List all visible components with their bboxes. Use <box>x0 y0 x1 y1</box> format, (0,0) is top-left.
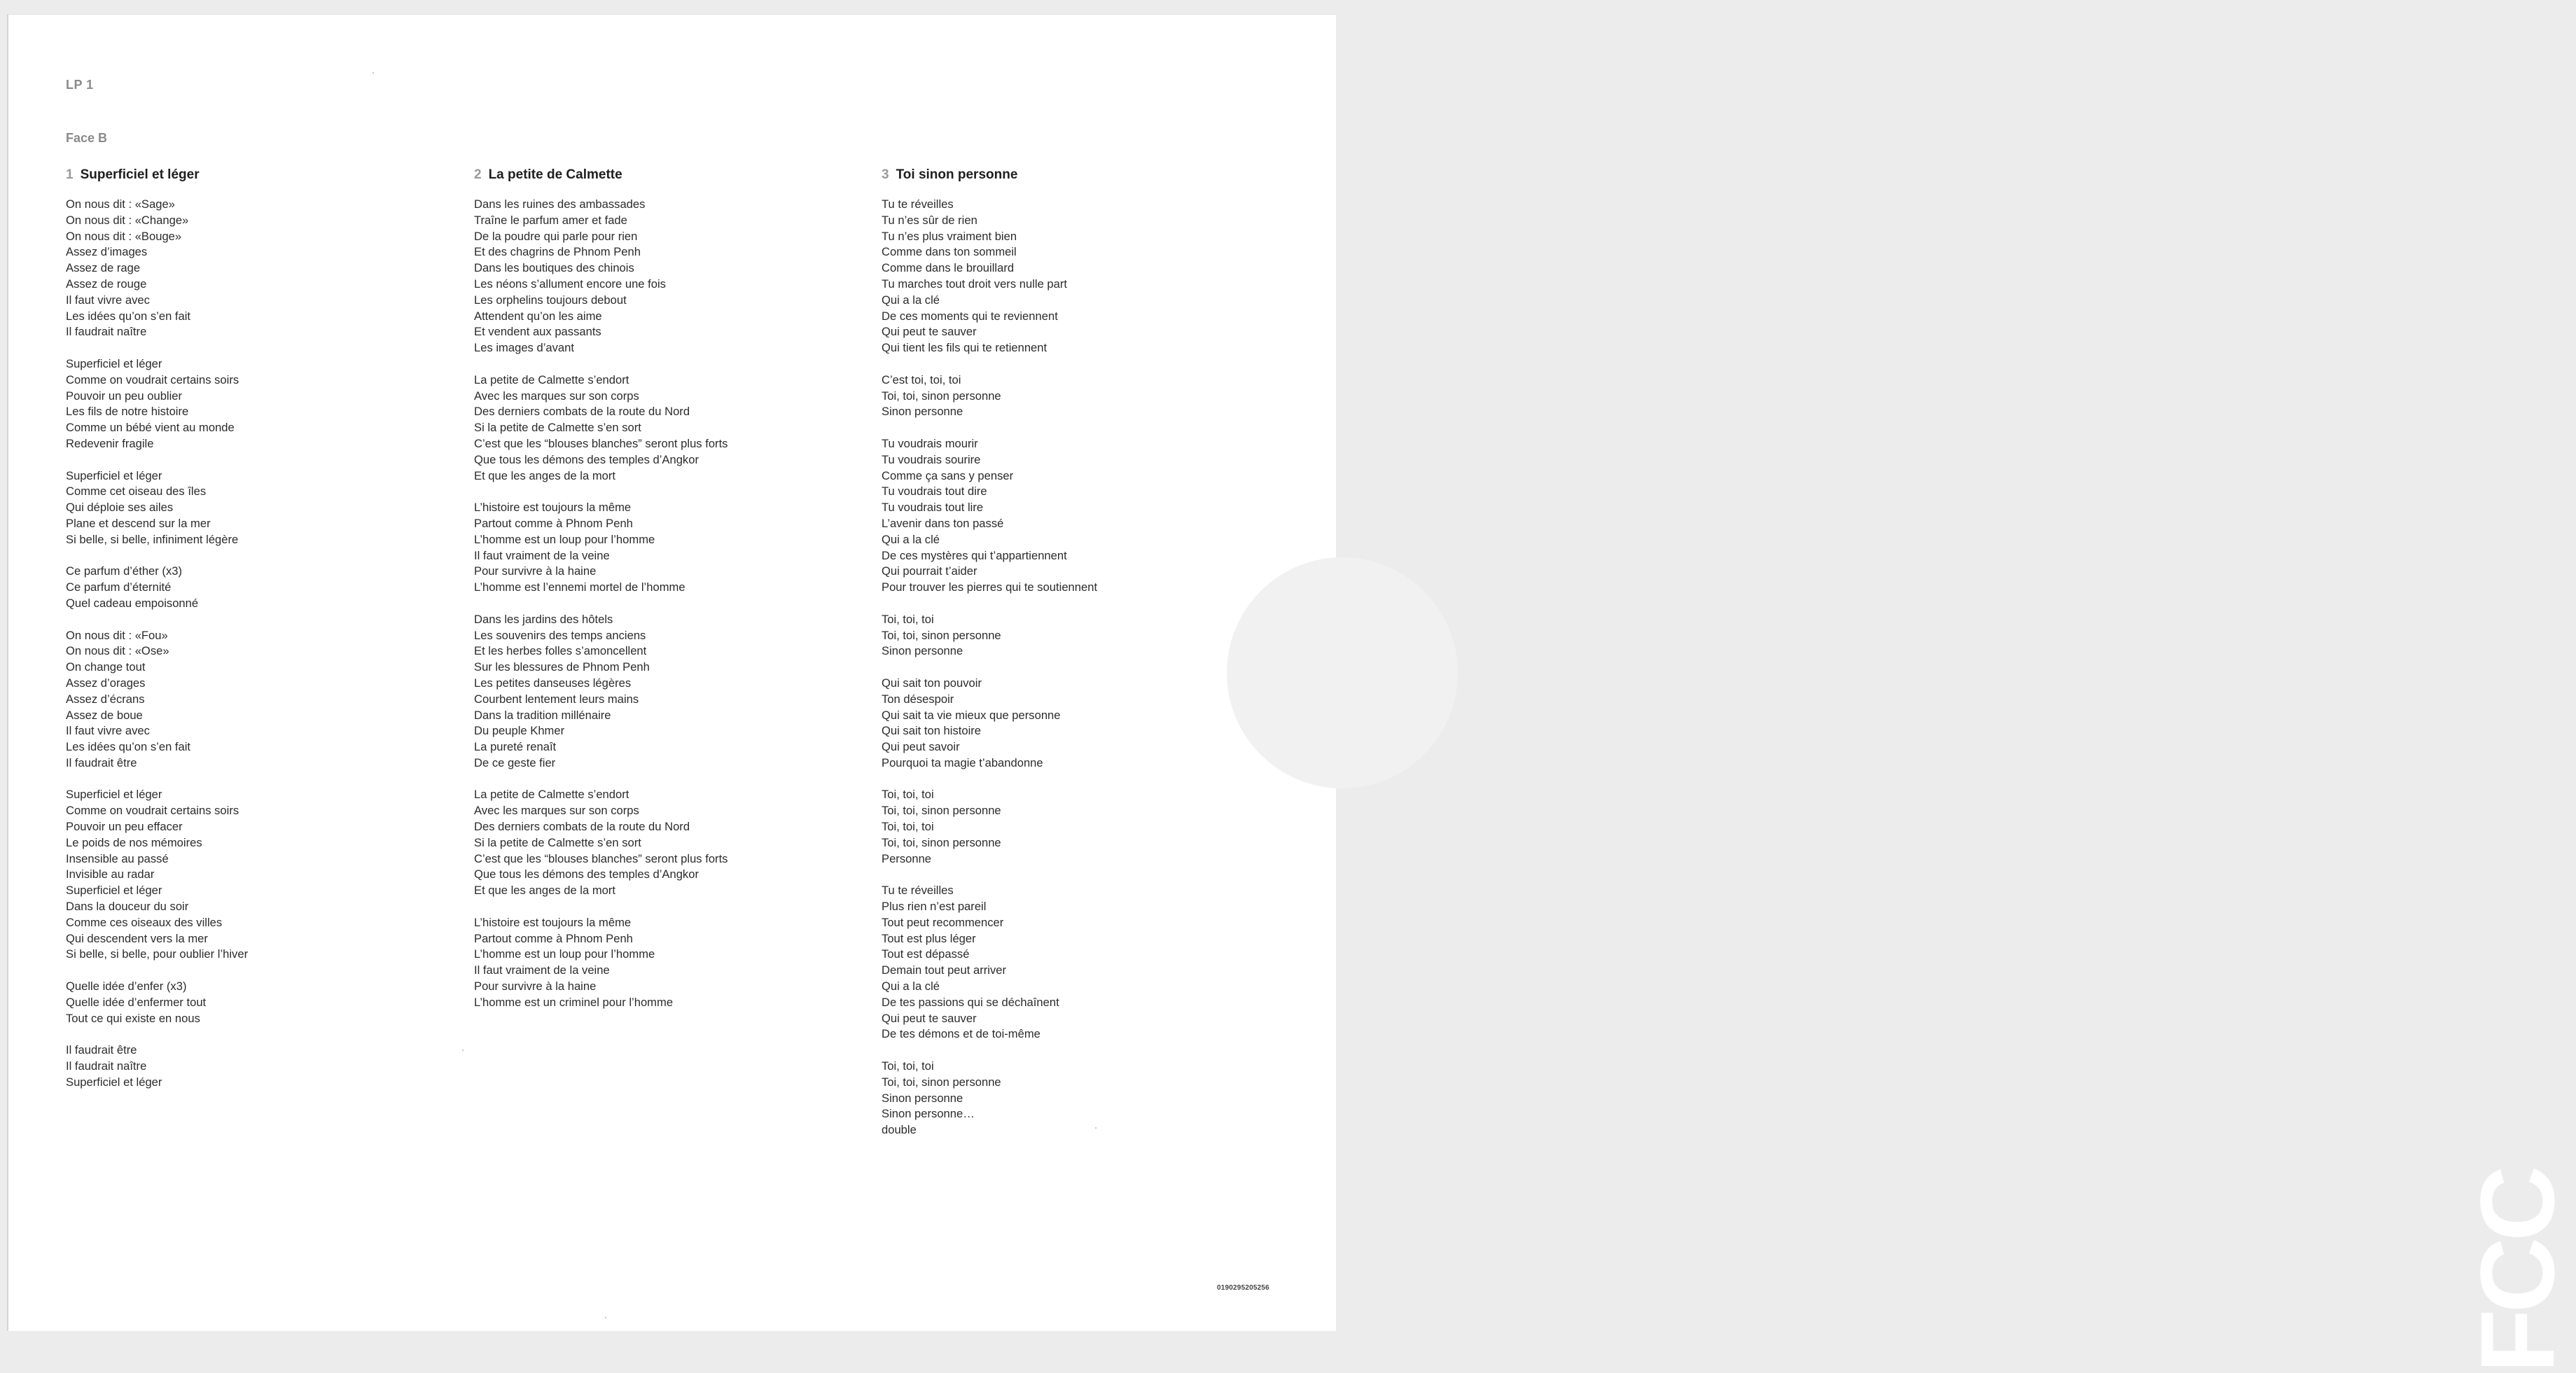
lyric-line: Sur les blessures de Phnom Penh <box>474 660 650 674</box>
lyric-line: Superficiel et léger <box>66 1075 162 1089</box>
lyric-line: Superficiel et léger <box>66 788 162 802</box>
lyric-line: La petite de Calmette s’endort <box>474 788 629 802</box>
lyric-line: Attendent qu’on les aime <box>474 309 602 323</box>
lyric-line: Dans la tradition millénaire <box>474 708 611 722</box>
lyric-line: Il faut vivre avec <box>66 293 150 307</box>
lyric-line: Comme ça sans y penser <box>882 468 1014 482</box>
lyrics-stanza <box>474 915 838 1011</box>
lyrics-stanza <box>882 197 1246 356</box>
lyric-line: Quelle idée d’enfermer tout <box>66 995 207 1009</box>
lyric-line: La petite de Calmette s’endort <box>474 372 629 386</box>
lyric-line: C’est que les “blouses blanches” seront plus forts <box>474 851 728 865</box>
lyrics-stanza <box>882 1059 1246 1138</box>
lyric-line: Pouvoir un peu oublier <box>66 389 183 403</box>
lyric-line: Le poids de nos mémoires <box>66 835 202 849</box>
lyric-line: Toi, toi, sinon personne <box>882 835 1001 849</box>
lyric-line: Toi, toi, sinon personne <box>882 804 1001 818</box>
lyric-line: Redevenir fragile <box>66 436 154 450</box>
lyric-line: On nous dit : «Change» <box>66 213 189 227</box>
lyric-line: Comme dans le brouillard <box>882 261 1015 275</box>
lyric-line: Si la petite de Calmette s’en sort <box>474 835 641 849</box>
lyric-line: De ces moments qui te reviennent <box>882 309 1058 323</box>
lyrics-stanza <box>66 197 430 340</box>
lyric-line: Partout comme à Phnom Penh <box>474 516 633 530</box>
lyrics-stanza <box>474 612 838 772</box>
lyric-line: Ton désespoir <box>882 692 954 706</box>
lyric-line: Et que les anges de la mort <box>474 468 616 482</box>
track-title: Superficiel et léger <box>80 167 200 182</box>
lyric-line: On nous dit : «Bouge» <box>66 229 182 243</box>
lyric-line: Dans les boutiques des chinois <box>474 261 634 275</box>
lyric-line: Comme cet oiseau des îles <box>66 485 207 499</box>
lyrics-stanza <box>474 372 838 485</box>
lyric-line: Personne <box>882 851 932 865</box>
lyric-line: Dans la douceur du soir <box>66 900 189 914</box>
lyric-line: Sinon personne <box>882 405 963 419</box>
lyric-line: Traîne le parfum amer et fade <box>474 213 627 227</box>
lyric-line: Il faudrait être <box>66 755 137 769</box>
lyric-line: Ce parfum d’éther (x3) <box>66 564 183 578</box>
lyric-line: Qui peut savoir <box>882 740 960 754</box>
lyric-line: Quel cadeau empoisonné <box>66 596 199 610</box>
track-number: 3 <box>882 167 889 182</box>
lyric-line: L’homme est l’ennemi mortel de l’homme <box>474 580 685 594</box>
lyric-line: Toi, toi, sinon personne <box>882 1075 1001 1089</box>
lyric-line: double <box>882 1123 917 1137</box>
lyric-line: Pourquoi ta magie t’abandonne <box>882 755 1043 769</box>
lyric-line: Comme on voudrait certains soirs <box>66 804 239 818</box>
song-column-1 <box>66 166 430 1106</box>
lyric-line: Insensible au passé <box>66 851 169 865</box>
lyrics-stanza <box>882 676 1246 772</box>
lyric-line: Tu voudrais tout lire <box>882 501 984 515</box>
lyric-line: Les idées qu’on s’en fait <box>66 740 191 754</box>
lyric-line: On nous dit : «Ose» <box>66 644 169 658</box>
lyrics-stanza <box>66 564 430 611</box>
lyric-line: Il faudrait être <box>66 1043 137 1057</box>
catalog-number: 0190295205256 <box>1217 1284 1269 1292</box>
lyric-line: Et des chagrins de Phnom Penh <box>474 245 641 259</box>
song-title <box>66 166 430 184</box>
paper-speck <box>1095 1127 1096 1129</box>
lyric-line: Il faudrait naître <box>66 1059 147 1073</box>
lyric-line: Qui sait ta vie mieux que personne <box>882 708 1061 722</box>
lyric-line: Qui tient les fils qui te retiennent <box>882 341 1047 355</box>
lyric-line: Et que les anges de la mort <box>474 884 616 898</box>
lyric-line: Assez de boue <box>66 708 143 722</box>
lyric-line: Dans les ruines des ambassades <box>474 197 646 211</box>
lyric-line: Sinon personne… <box>882 1107 975 1121</box>
paper-speck <box>373 72 374 74</box>
lyric-line: Qui a la clé <box>882 532 940 546</box>
lyric-line: Toi, toi, sinon personne <box>882 389 1001 403</box>
lyrics-stanza <box>66 356 430 452</box>
label-logo-circle <box>1227 557 1458 788</box>
lyric-line: Comme dans ton sommeil <box>882 245 1017 259</box>
lp-label: LP 1 <box>66 78 94 92</box>
lyric-line: Que tous les démons des temples d’Angkor <box>474 452 699 466</box>
lyric-line: Superficiel et léger <box>66 468 162 482</box>
lyric-line: Tu voudrais tout dire <box>882 485 987 499</box>
lyrics-stanza <box>882 883 1246 1043</box>
lyric-line: Il faudrait naître <box>66 325 147 339</box>
lyric-line: De tes passions qui se déchaînent <box>882 995 1059 1009</box>
song-column-3 <box>882 166 1246 1155</box>
lyric-line: Tu voudrais sourire <box>882 452 981 466</box>
song-title <box>474 166 838 184</box>
lyric-line: L’histoire est toujours la même <box>474 915 632 929</box>
track-title: La petite de Calmette <box>488 167 622 182</box>
lyric-line: Du peuple Khmer <box>474 724 565 738</box>
lyric-line: Sinon personne <box>882 1091 963 1105</box>
lyric-line: Avec les marques sur son corps <box>474 804 639 818</box>
lyric-line: L’homme est un criminel pour l’homme <box>474 995 674 1009</box>
lyric-line: Tout ce qui existe en nous <box>66 1011 200 1025</box>
lyric-line: Qui a la clé <box>882 293 940 307</box>
lyric-line: Il faut vivre avec <box>66 724 150 738</box>
lyric-line: Ce parfum d’éternité <box>66 580 172 594</box>
lyric-line: Les orphelins toujours debout <box>474 293 627 307</box>
lyric-line: Qui peut te sauver <box>882 325 977 339</box>
lyric-line: Comme on voudrait certains soirs <box>66 372 239 386</box>
lyric-line: Des derniers combats de la route du Nord <box>474 820 690 834</box>
lyric-line: Tout est dépassé <box>882 947 970 961</box>
song-column-2 <box>474 166 838 1026</box>
lyric-line: C’est toi, toi, toi <box>882 372 961 386</box>
lyric-line: De la poudre qui parle pour rien <box>474 229 638 243</box>
lyric-line: Pour survivre à la haine <box>474 980 597 994</box>
lyric-line: Si la petite de Calmette s’en sort <box>474 421 641 435</box>
lyric-line: Les images d’avant <box>474 341 574 355</box>
lyric-line: Tout peut recommencer <box>882 915 1004 929</box>
lyrics-sheet <box>7 14 2576 1373</box>
lyric-line: Superficiel et léger <box>66 356 162 370</box>
lyric-line: On change tout <box>66 660 146 674</box>
lyric-line: Superficiel et léger <box>66 884 162 898</box>
lyric-line: Toi, toi, toi <box>882 820 934 834</box>
lyric-line: Demain tout peut arriver <box>882 963 1007 977</box>
lyric-line: Pour survivre à la haine <box>474 564 597 578</box>
lyric-line: On nous dit : «Fou» <box>66 628 168 642</box>
lyric-line: Pouvoir un peu effacer <box>66 820 183 834</box>
lyric-line: Plane et descend sur la mer <box>66 516 211 530</box>
lyric-line: On nous dit : «Sage» <box>66 197 175 211</box>
lyric-line: Les néons s’allument encore une fois <box>474 277 666 291</box>
lyric-line: Courbent lentement leurs mains <box>474 692 639 706</box>
label-logo-text: FCC <box>2458 1169 2576 1373</box>
lyric-line: Dans les jardins des hôtels <box>474 612 613 626</box>
lyric-line: Qui a la clé <box>882 980 940 994</box>
lyric-line: Comme ces oiseaux des villes <box>66 915 223 929</box>
lyric-line: Tu n’es sûr de rien <box>882 213 977 227</box>
lyric-line: Toi, toi, toi <box>882 612 934 626</box>
lyrics-stanza <box>474 787 838 899</box>
lyrics-stanza <box>882 787 1246 867</box>
lyric-line: Tu te réveilles <box>882 197 954 211</box>
lyric-line: Pour trouver les pierres qui te soutiennent <box>882 580 1098 594</box>
lyric-line: Qui pourrait t’aider <box>882 564 977 578</box>
lyric-line: Qui déploie ses ailes <box>66 501 174 515</box>
lyric-line: La pureté renaît <box>474 740 557 754</box>
lyric-line: Tu te réveilles <box>882 884 954 898</box>
lyrics-stanza <box>474 500 838 596</box>
lyric-line: Qui descendent vers la mer <box>66 931 208 945</box>
lyric-line: De tes démons et de toi-même <box>882 1027 1040 1041</box>
lyric-line: Si belle, si belle, pour oublier l’hiver <box>66 947 249 961</box>
lyric-line: Assez d’écrans <box>66 692 145 706</box>
lyric-line: Toi, toi, toi <box>882 1059 934 1073</box>
lyric-line: C’est que les “blouses blanches” seront plus forts <box>474 436 728 450</box>
lyric-line: Tout est plus léger <box>882 931 976 945</box>
lyric-line: Plus rien n’est pareil <box>882 900 987 914</box>
song-title <box>882 166 1246 184</box>
lyric-line: Et vendent aux passants <box>474 325 601 339</box>
lyrics-stanza <box>474 197 838 356</box>
lyric-line: Les idées qu’on s’en fait <box>66 309 191 323</box>
lyric-line: Il faut vraiment de la veine <box>474 548 610 562</box>
lyric-line: Quelle idée d’enfer (x3) <box>66 980 187 994</box>
lyric-line: Que tous les démons des temples d’Angkor <box>474 867 699 881</box>
lyric-line: Toi, toi, toi <box>882 788 934 802</box>
paper-speck <box>605 1317 606 1318</box>
lyric-line: Qui sait ton pouvoir <box>882 676 982 690</box>
lyric-line: Qui sait ton histoire <box>882 724 982 738</box>
lyric-line: Les souvenirs des temps anciens <box>474 628 646 642</box>
lyric-line: L’avenir dans ton passé <box>882 516 1004 530</box>
lyric-line: Les petites danseuses légères <box>474 676 632 690</box>
lyric-line: Avec les marques sur son corps <box>474 389 639 403</box>
paper-speck <box>462 1050 464 1051</box>
lyric-line: Qui peut te sauver <box>882 1011 977 1025</box>
face-label: Face B <box>66 131 108 145</box>
track-number: 2 <box>474 167 482 182</box>
lyric-line: Assez d’images <box>66 245 148 259</box>
lyric-line: Partout comme à Phnom Penh <box>474 931 633 945</box>
track-title: Toi sinon personne <box>896 167 1018 182</box>
lyric-line: Sinon personne <box>882 644 963 658</box>
lyric-line: Toi, toi, sinon personne <box>882 628 1001 642</box>
lyrics-stanza <box>66 1043 430 1090</box>
lyric-line: Les fils de notre histoire <box>66 405 189 419</box>
lyric-line: Comme un bébé vient au monde <box>66 421 235 435</box>
lyrics-stanza <box>882 372 1246 420</box>
lyric-line: Tu marches tout droit vers nulle part <box>882 277 1067 291</box>
lyrics-stanza <box>66 468 430 548</box>
lyric-line: Invisible au radar <box>66 867 155 881</box>
lyric-line: Assez de rouge <box>66 277 147 291</box>
lyric-line: Il faut vraiment de la veine <box>474 963 610 977</box>
track-number: 1 <box>66 167 74 182</box>
lyrics-stanza <box>66 787 430 963</box>
lyric-line: L’homme est un loup pour l’homme <box>474 947 655 961</box>
lyric-line: L’homme est un loup pour l’homme <box>474 532 655 546</box>
lyrics-stanza <box>882 436 1246 596</box>
lyric-line: L’histoire est toujours la même <box>474 501 632 515</box>
lyric-line: Assez d’orages <box>66 676 146 690</box>
lyric-line: Tu n’es plus vraiment bien <box>882 229 1017 243</box>
lyric-line: Et les herbes folles s’amoncellent <box>474 644 647 658</box>
lyric-line: Des derniers combats de la route du Nord <box>474 405 690 419</box>
lyric-line: De ce geste fier <box>474 755 556 769</box>
lyrics-stanza <box>882 612 1246 660</box>
lyrics-stanza <box>66 628 430 772</box>
lyrics-stanza <box>66 979 430 1026</box>
lyric-line: De ces mystères qui t’appartiennent <box>882 548 1067 562</box>
lyric-line: Assez de rage <box>66 261 141 275</box>
lyric-line: Si belle, si belle, infiniment légère <box>66 532 239 546</box>
lyric-line: Tu voudrais mourir <box>882 436 978 450</box>
